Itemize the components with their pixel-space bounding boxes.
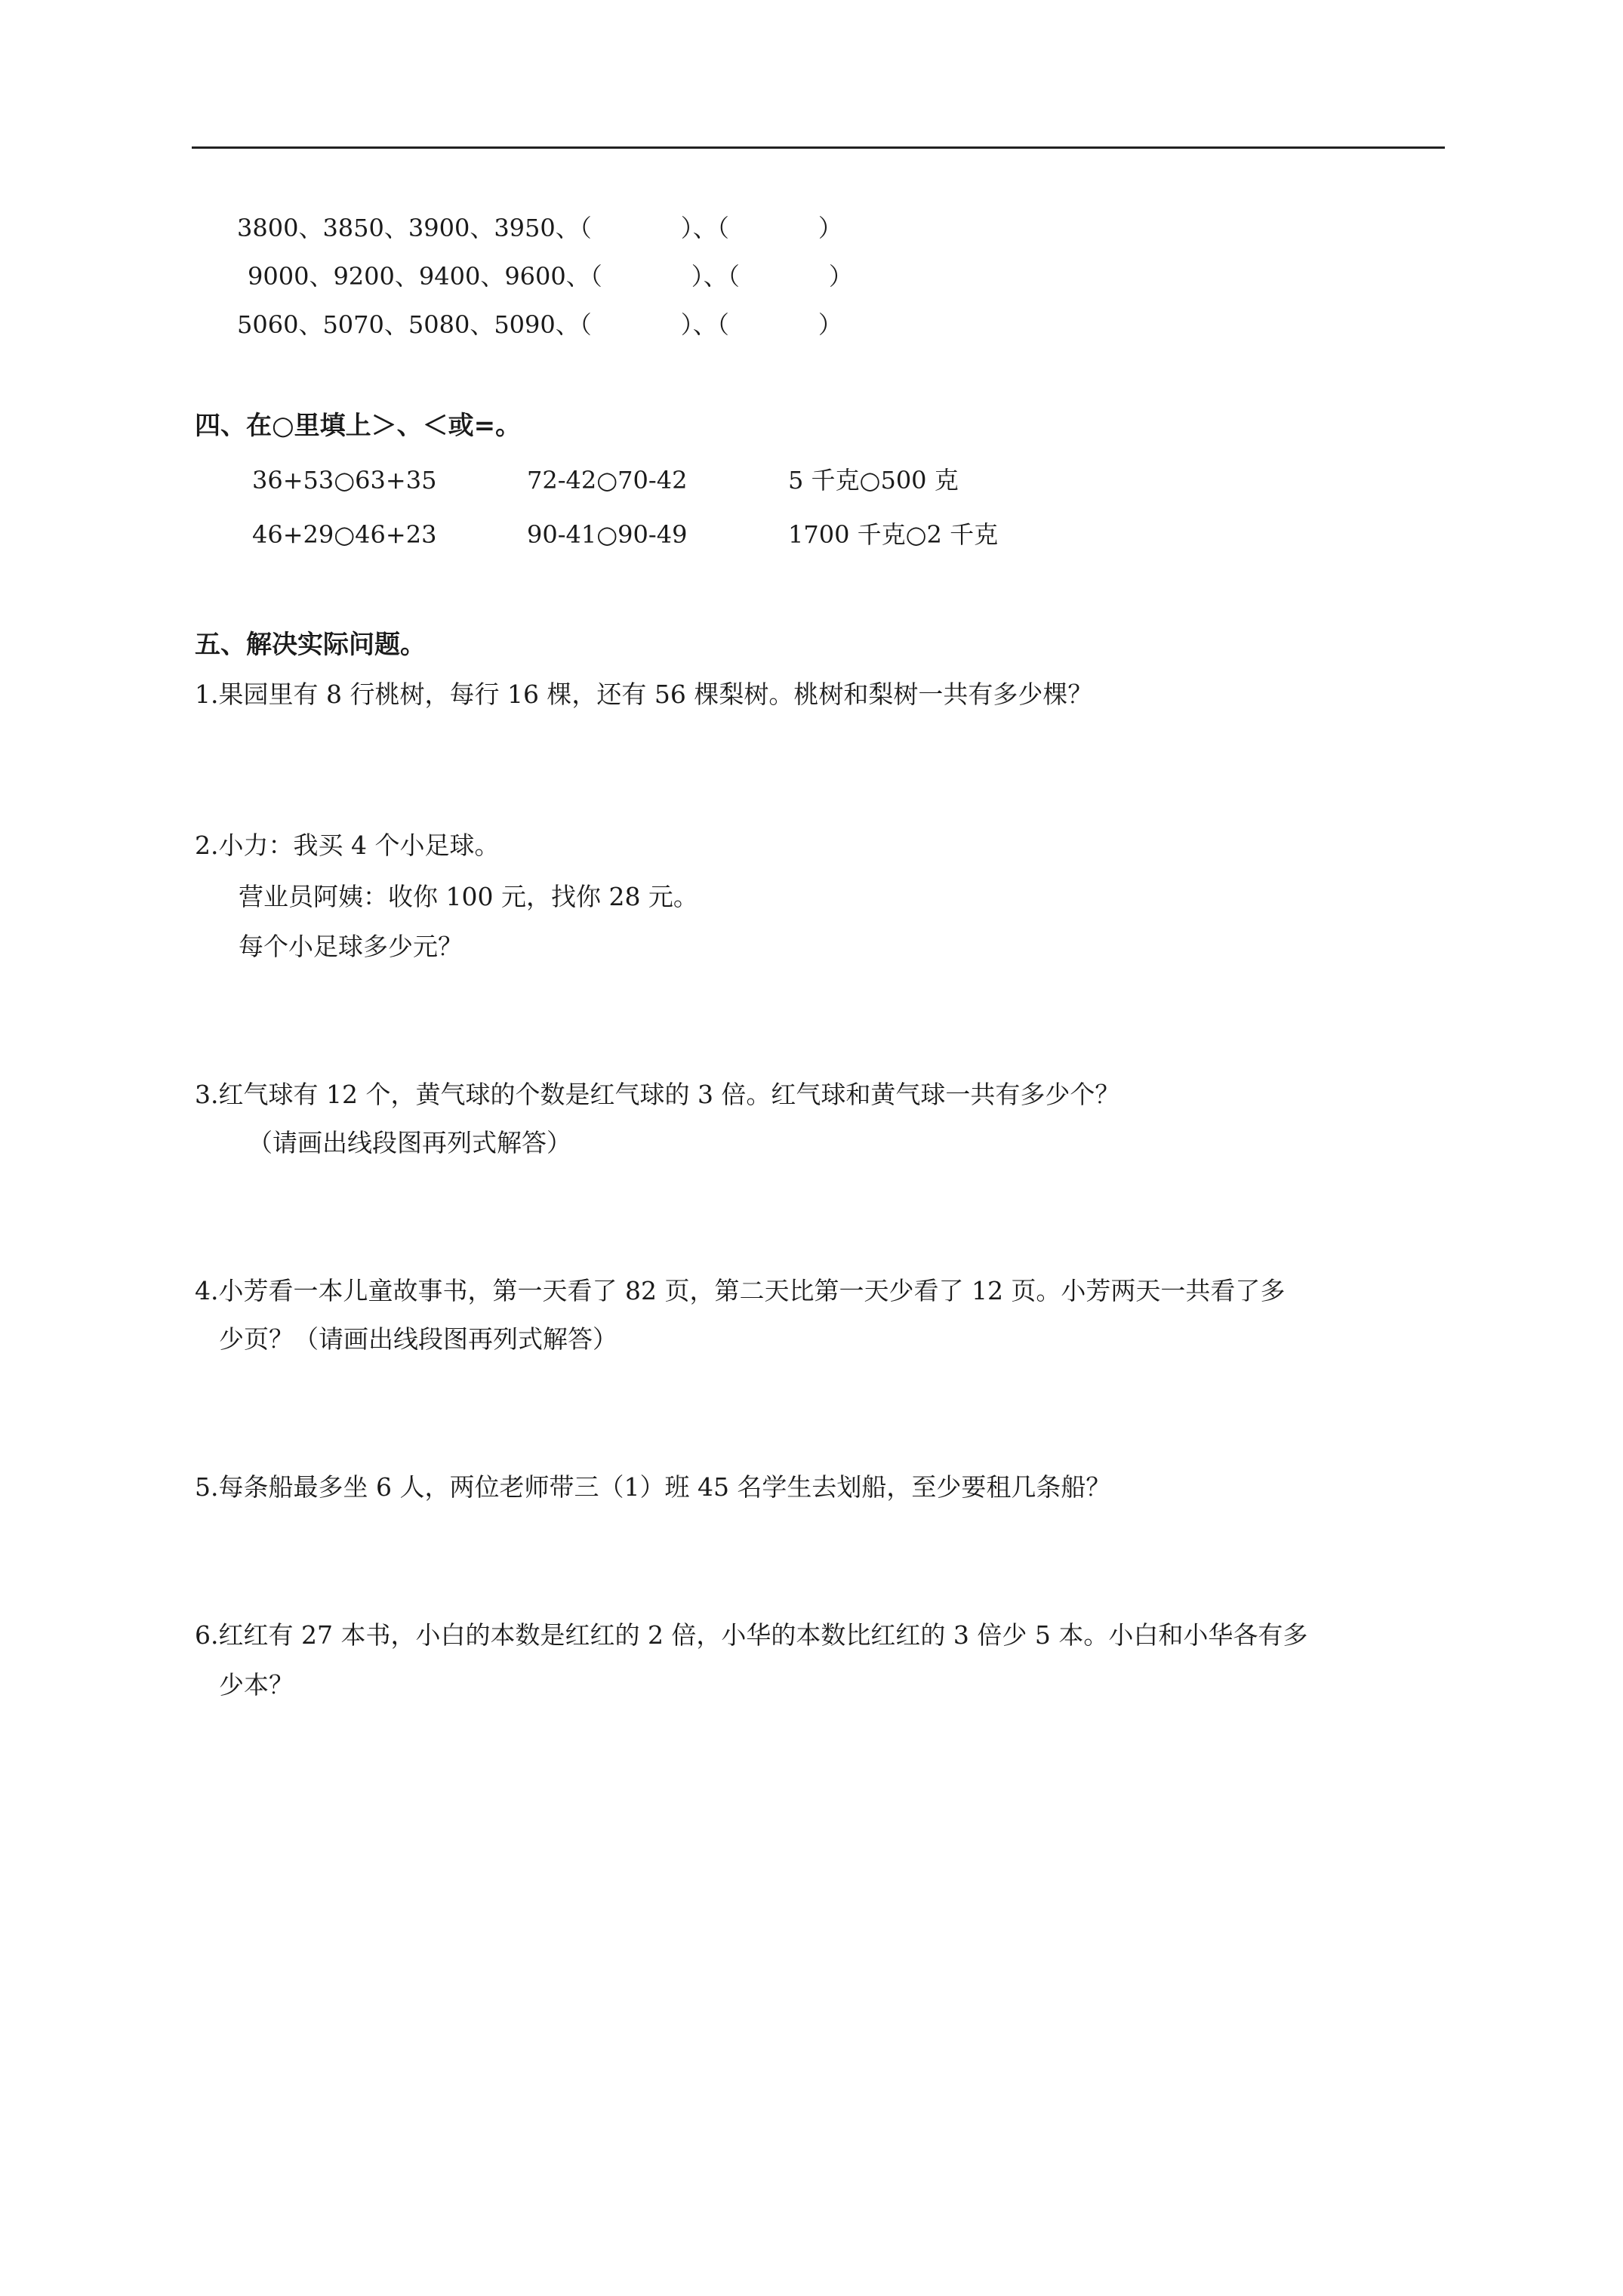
question-6-line-1: 6.红红有 27 本书，小白的本数是红红的 2 倍，小华的本数比红红的 3 倍少 5 本。小白和小华各有多 (195, 1620, 1308, 1650)
separator: 、 (692, 310, 717, 339)
blank-close: ） (818, 310, 842, 339)
blank-open: （ (727, 262, 740, 291)
blank-open: （ (579, 214, 592, 242)
section4-heading: 四、在○里填上＞、＜或=。 (195, 411, 522, 441)
comparison-item: 90-41○90-49 (527, 520, 688, 549)
sequence-terms: 9000、9200、9400、9600、 (248, 262, 590, 291)
sequence-row-1 (237, 213, 842, 243)
blank-close: ） (680, 310, 693, 339)
comparison-item: 36+53○63+35 (252, 466, 437, 495)
blank-open: （ (716, 310, 729, 339)
question-3-line-2: （请画出线段图再列式解答） (248, 1128, 571, 1157)
blank-open: （ (716, 214, 729, 242)
question-2-line-1: 2.小力：我买 4 个小足球。 (195, 831, 500, 860)
blank-close: ） (680, 214, 693, 242)
sequence-row-3 (237, 310, 842, 340)
question-5: 5.每条船最多坐 6 人，两位老师带三（1）班 45 名学生去划船，至少要租几条船？ (195, 1472, 1111, 1502)
question-4-line-2: 少页？（请画出线段图再列式解答） (219, 1324, 617, 1354)
blank-close: ） (828, 262, 853, 291)
separator: 、 (692, 214, 717, 242)
blank-open: （ (579, 310, 592, 339)
blank-close: ） (691, 262, 704, 291)
comparison-item: 5 千克○500 克 (788, 466, 959, 495)
question-4-line-1: 4.小芳看一本儿童故事书，第一天看了 82 页，第二天比第一天少看了 12 页。小芳两天一共看了多 (195, 1276, 1286, 1305)
question-2-line-3: 每个小足球多少元？ (239, 932, 463, 961)
question-2-line-2: 营业员阿姨：收你 100 元，找你 28 元。 (239, 882, 698, 911)
blank-close: ） (818, 214, 842, 242)
section5-heading: 五、解决实际问题。 (195, 630, 426, 660)
sequence-row-2 (248, 261, 853, 291)
question-3-line-1: 3.红气球有 12 个，黄气球的个数是红气球的 3 倍。红气球和黄气球一共有多少个？ (195, 1080, 1120, 1109)
blank-open: （ (590, 262, 602, 291)
comparison-item: 46+29○46+23 (252, 520, 437, 549)
separator: 、 (703, 262, 728, 291)
comparison-item: 1700 千克○2 千克 (788, 520, 999, 549)
comparison-item: 72-42○70-42 (527, 466, 688, 495)
sequence-terms: 3800、3850、3900、3950、 (237, 214, 580, 242)
sequence-terms: 5060、5070、5080、5090、 (237, 310, 580, 339)
question-6-line-2: 少本？ (219, 1670, 294, 1700)
top-rule (192, 146, 1445, 149)
question-1: 1.果园里有 8 行桃树，每行 16 棵，还有 56 棵梨树。桃树和梨树一共有多少棵？ (195, 680, 1093, 709)
